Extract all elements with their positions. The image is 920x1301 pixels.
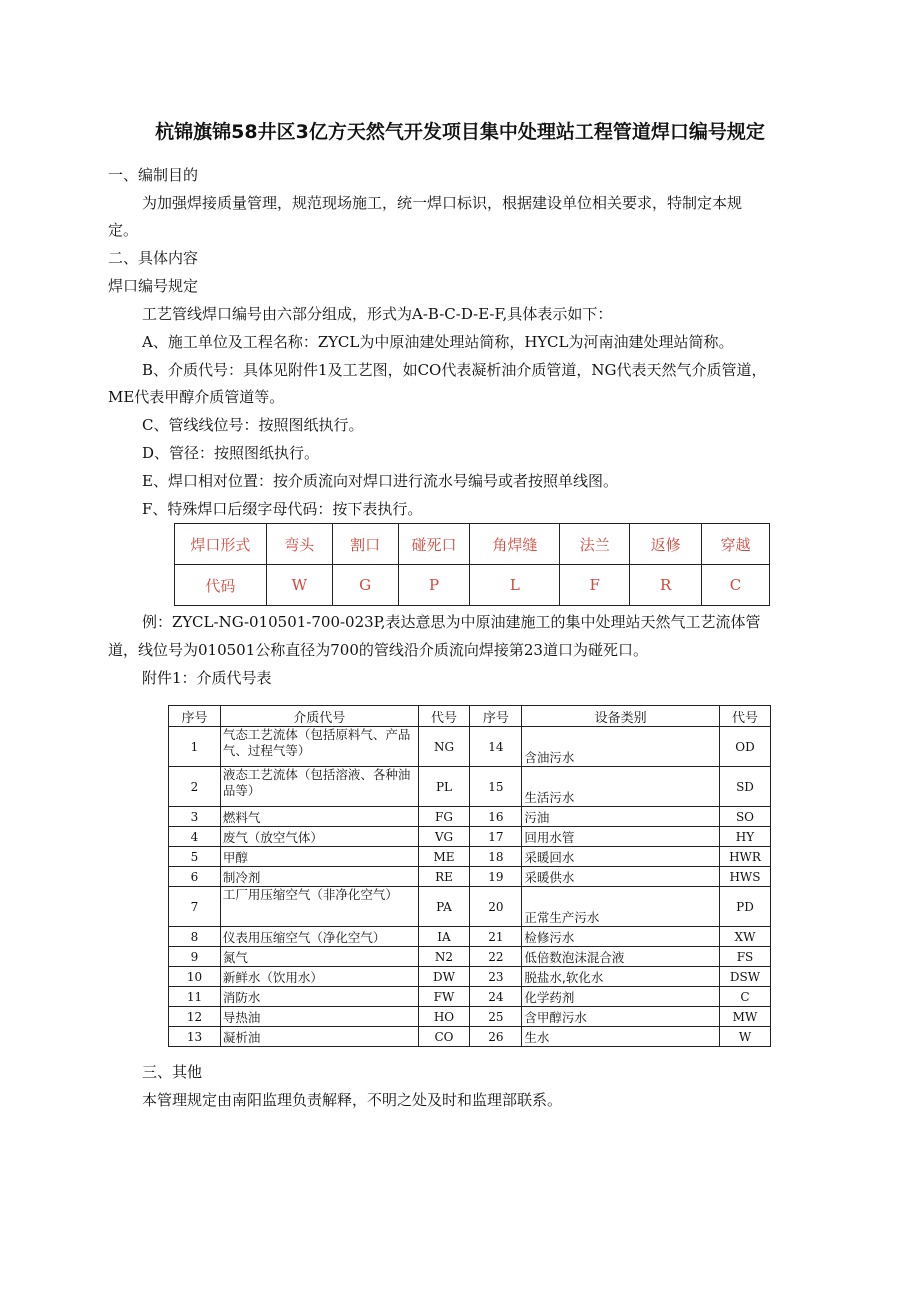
row-number: 26 — [470, 1027, 522, 1047]
table-row — [169, 927, 771, 947]
weld-code-cell: L — [470, 565, 560, 606]
weld-numbering-subheading: 焊口编号规定 — [108, 277, 199, 295]
media-code: FW — [418, 987, 470, 1007]
row-number: 18 — [470, 847, 522, 867]
equipment-category: 生水 — [522, 1027, 720, 1047]
table-row — [169, 947, 771, 967]
equipment-code: HWS — [719, 867, 770, 887]
row-number: 22 — [470, 947, 522, 967]
media-name: 工厂用压缩空气（非净化空气） — [220, 887, 418, 927]
table-row — [169, 727, 771, 767]
row-number: 8 — [169, 927, 221, 947]
equipment-category: 含油污水 — [522, 727, 720, 767]
row-number: 17 — [470, 827, 522, 847]
media-name: 消防水 — [220, 987, 418, 1007]
media-name: 新鲜水（饮用水） — [220, 967, 418, 987]
media-code: IA — [418, 927, 470, 947]
col-header: 代号 — [719, 706, 770, 727]
table-row — [169, 767, 771, 807]
rule-a: A、施工单位及工程名称：ZYCL为中原油建处理站简称，HYCL为河南油建处理站简称。 — [142, 333, 734, 351]
col-header: 序号 — [470, 706, 522, 727]
media-code: DW — [418, 967, 470, 987]
row-number: 20 — [470, 887, 522, 927]
rule-e: E、焊口相对位置：按介质流向对焊口进行流水号编号或者按照单线图。 — [142, 472, 618, 490]
row-number: 1 — [169, 727, 221, 767]
weld-code-cell: W — [266, 565, 332, 606]
media-code: HO — [418, 1007, 470, 1027]
media-code: RE — [418, 867, 470, 887]
section-2-heading: 二、具体内容 — [108, 249, 199, 267]
weld-type-cell: 返修 — [630, 524, 702, 565]
section-3-paragraph: 本管理规定由南阳监理负责解释，不明之处及时和监理部联系。 — [142, 1091, 563, 1109]
row-number: 19 — [470, 867, 522, 887]
weld-type-cell: 割口 — [332, 524, 398, 565]
row-number: 21 — [470, 927, 522, 947]
media-name: 燃料气 — [220, 807, 418, 827]
equipment-code: FS — [719, 947, 770, 967]
col-header: 设备类别 — [522, 706, 720, 727]
media-code: ME — [418, 847, 470, 867]
equipment-category: 正常生产污水 — [522, 887, 720, 927]
row-number: 16 — [470, 807, 522, 827]
equipment-code: HWR — [719, 847, 770, 867]
weld-code-cell: 代码 — [175, 565, 267, 606]
weld-code-cell: C — [702, 565, 770, 606]
equipment-category: 采暖供水 — [522, 867, 720, 887]
page-title: 杭锦旗锦58井区3亿方天然气开发项目集中处理站工程管道焊口编号规定 — [155, 121, 765, 143]
row-number: 9 — [169, 947, 221, 967]
weld-type-cell: 碰死口 — [398, 524, 470, 565]
table-row — [169, 967, 771, 987]
equipment-code: PD — [719, 887, 770, 927]
equipment-code: MW — [719, 1007, 770, 1027]
rule-c: C、管线线位号：按照图纸执行。 — [142, 416, 364, 434]
row-number: 14 — [470, 727, 522, 767]
equipment-category: 化学药剂 — [522, 987, 720, 1007]
media-table-header — [169, 706, 771, 727]
weld-code-cell: G — [332, 565, 398, 606]
equipment-category: 生活污水 — [522, 767, 720, 807]
weld-type-cell: 角焊缝 — [470, 524, 560, 565]
equipment-code: HY — [719, 827, 770, 847]
section-3-heading: 三、其他 — [142, 1063, 203, 1081]
row-number: 12 — [169, 1007, 221, 1027]
equipment-code: SD — [719, 767, 770, 807]
media-name: 氮气 — [220, 947, 418, 967]
table-row — [169, 987, 771, 1007]
media-code: PL — [418, 767, 470, 807]
equipment-code: DSW — [719, 967, 770, 987]
weld-suffix-table — [174, 523, 770, 606]
rule-b-line-1: B、介质代号：具体见附件1及工艺图，如CO代表凝析油介质管道，NG代表天然气介质管道， — [142, 361, 767, 379]
equipment-category: 检修污水 — [522, 927, 720, 947]
weld-code-row — [175, 565, 770, 606]
table-row — [169, 867, 771, 887]
rule-f: F、特殊焊口后缀字母代码：按下表执行。 — [142, 500, 423, 518]
weld-code-cell: F — [560, 565, 630, 606]
weld-code-cell: R — [630, 565, 702, 606]
weld-type-row — [175, 524, 770, 565]
equipment-category: 采暖回水 — [522, 847, 720, 867]
rule-b-line-2: ME代表甲醇介质管道等。 — [108, 388, 285, 406]
example-line-1: 例：ZYCL-NG-010501-700-023P,表达意思为中原油建施工的集中处理站天然气工艺流体管 — [142, 613, 761, 631]
media-name: 液态工艺流体（包括溶液、各种油品等） — [220, 767, 418, 807]
attachment-caption: 附件1：介质代号表 — [142, 669, 272, 687]
media-code: PA — [418, 887, 470, 927]
row-number: 5 — [169, 847, 221, 867]
media-code: NG — [418, 727, 470, 767]
equipment-code: W — [719, 1027, 770, 1047]
equipment-category: 低倍数泡沫混合液 — [522, 947, 720, 967]
format-intro: 工艺管线焊口编号由六部分组成，形式为A-B-C-D-E-F,具体表示如下： — [142, 305, 613, 323]
col-header: 介质代号 — [220, 706, 418, 727]
row-number: 3 — [169, 807, 221, 827]
row-number: 24 — [470, 987, 522, 1007]
table-row — [169, 847, 771, 867]
weld-type-cell: 法兰 — [560, 524, 630, 565]
equipment-code: C — [719, 987, 770, 1007]
media-name: 凝析油 — [220, 1027, 418, 1047]
col-header: 代号 — [418, 706, 470, 727]
media-code: FG — [418, 807, 470, 827]
equipment-code: SO — [719, 807, 770, 827]
table-row — [169, 887, 771, 927]
row-number: 2 — [169, 767, 221, 807]
row-number: 15 — [470, 767, 522, 807]
media-name: 气态工艺流体（包括原料气、产品气、过程气等） — [220, 727, 418, 767]
row-number: 6 — [169, 867, 221, 887]
equipment-category: 脱盐水,软化水 — [522, 967, 720, 987]
weld-type-cell: 穿越 — [702, 524, 770, 565]
media-name: 仪表用压缩空气（净化空气） — [220, 927, 418, 947]
row-number: 7 — [169, 887, 221, 927]
row-number: 11 — [169, 987, 221, 1007]
table-row — [169, 1027, 771, 1047]
table-row — [169, 827, 771, 847]
media-name: 甲醇 — [220, 847, 418, 867]
media-code: VG — [418, 827, 470, 847]
row-number: 23 — [470, 967, 522, 987]
media-code: N2 — [418, 947, 470, 967]
col-header: 序号 — [169, 706, 221, 727]
equipment-category: 污油 — [522, 807, 720, 827]
media-code-table — [168, 705, 771, 1047]
example-line-2: 道，线位号为010501公称直径为700的管线沿介质流向焊接第23道口为碰死口。 — [108, 641, 648, 659]
equipment-category: 含甲醇污水 — [522, 1007, 720, 1027]
weld-type-cell: 弯头 — [266, 524, 332, 565]
section-1-paragraph-line-2: 定。 — [108, 221, 139, 239]
weld-code-cell: P — [398, 565, 470, 606]
rule-d: D、管径：按照图纸执行。 — [142, 444, 320, 462]
media-code: CO — [418, 1027, 470, 1047]
equipment-category: 回用水管 — [522, 827, 720, 847]
equipment-code: XW — [719, 927, 770, 947]
row-number: 10 — [169, 967, 221, 987]
table-row — [169, 1007, 771, 1027]
media-name: 制冷剂 — [220, 867, 418, 887]
row-number: 13 — [169, 1027, 221, 1047]
row-number: 25 — [470, 1007, 522, 1027]
media-name: 导热油 — [220, 1007, 418, 1027]
weld-type-cell: 焊口形式 — [175, 524, 267, 565]
table-row — [169, 807, 771, 827]
section-1-heading: 一、编制目的 — [108, 166, 199, 184]
media-name: 废气（放空气体） — [220, 827, 418, 847]
row-number: 4 — [169, 827, 221, 847]
section-1-paragraph-line-1: 为加强焊接质量管理，规范现场施工，统一焊口标识，根据建设单位相关要求，特制定本规 — [142, 194, 743, 212]
equipment-code: OD — [719, 727, 770, 767]
